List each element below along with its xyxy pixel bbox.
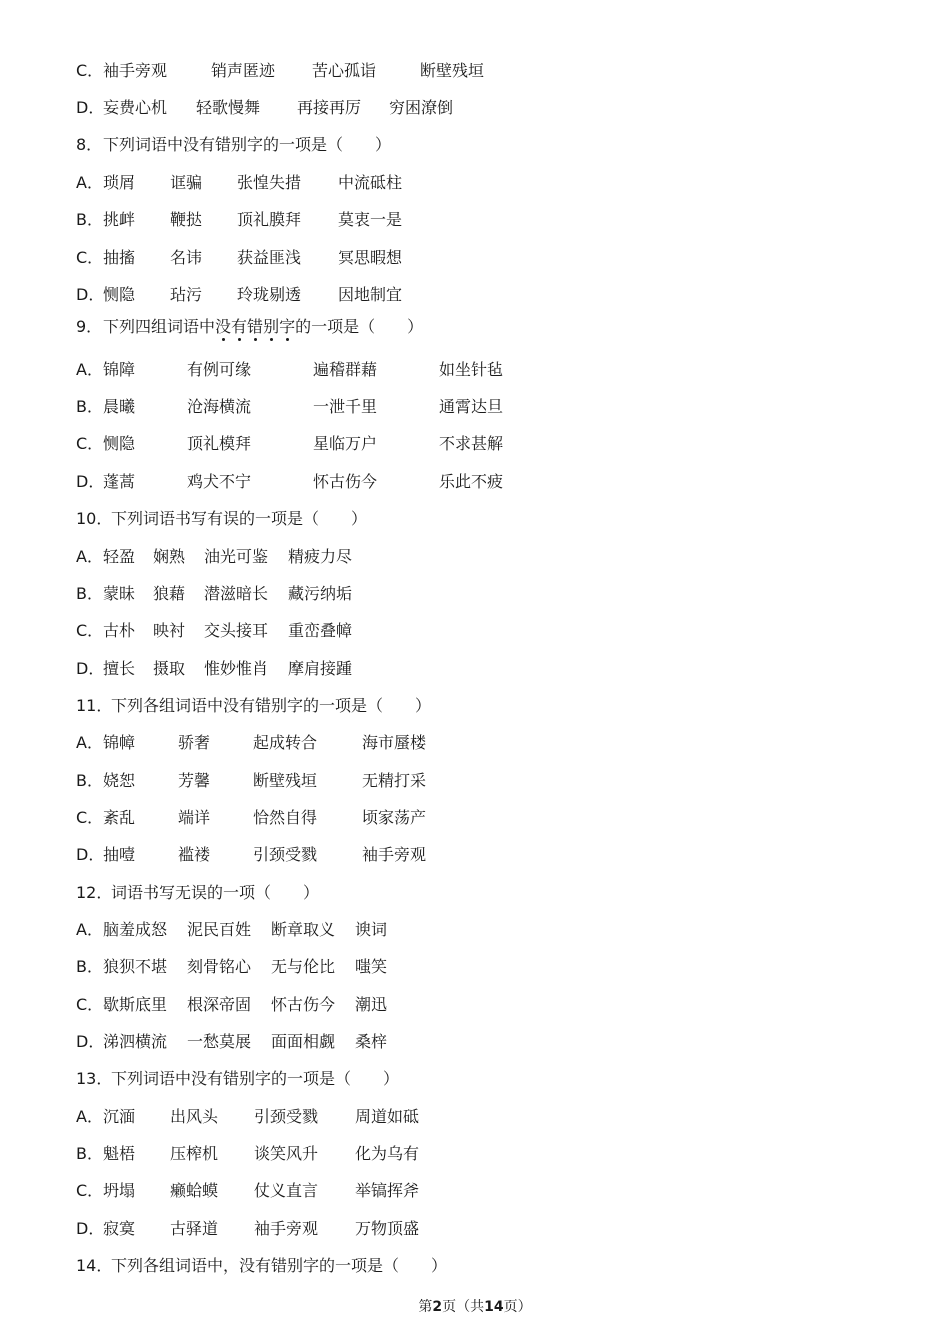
option-word: 化为乌有 bbox=[355, 1144, 420, 1163]
option-row bbox=[76, 208, 402, 232]
question-stem bbox=[76, 694, 431, 718]
option-word: 潮迅 bbox=[355, 995, 388, 1014]
option-word: 莫衷一是 bbox=[338, 210, 403, 229]
option-row bbox=[76, 619, 352, 643]
option-word: 顶礼膜拜 bbox=[237, 210, 302, 229]
option-label: A． bbox=[76, 173, 103, 192]
option-row bbox=[76, 955, 387, 979]
option-word: 不求甚解 bbox=[439, 434, 504, 453]
option-label: C． bbox=[76, 61, 104, 80]
option-row bbox=[76, 843, 426, 867]
option-word: 恻隐 bbox=[103, 285, 136, 304]
option-word: 芳馨 bbox=[178, 771, 211, 790]
option-row bbox=[76, 395, 503, 419]
option-word: 涕泗横流 bbox=[103, 1032, 168, 1051]
option-row bbox=[76, 582, 352, 606]
option-word: 顷家荡产 bbox=[362, 808, 427, 827]
option-word: 周道如砥 bbox=[355, 1107, 420, 1126]
option-word: 因地制宜 bbox=[338, 285, 403, 304]
option-word: 蒙昧 bbox=[103, 584, 136, 603]
page-footer bbox=[0, 1297, 950, 1317]
option-row bbox=[76, 993, 387, 1017]
emphasis-char: 有 bbox=[231, 317, 248, 336]
question-number: 12． bbox=[76, 883, 113, 902]
option-word: 冥思暇想 bbox=[338, 248, 403, 267]
option-word: 起成转合 bbox=[253, 733, 318, 752]
option-word: 挑衅 bbox=[103, 210, 136, 229]
question-number: 13． bbox=[76, 1069, 113, 1088]
option-word: 张惶失措 bbox=[237, 173, 302, 192]
option-row bbox=[76, 1217, 419, 1241]
option-word: 怀古伤今 bbox=[313, 472, 378, 491]
option-word: 锦幛 bbox=[103, 733, 136, 752]
option-word: 断壁残垣 bbox=[253, 771, 318, 790]
option-label: B． bbox=[76, 771, 103, 790]
option-label: B． bbox=[76, 397, 103, 416]
question-text: 下列词语书写有误的一项是（ ） bbox=[111, 509, 368, 528]
question-number: 8． bbox=[76, 135, 103, 154]
option-label: D． bbox=[76, 98, 105, 117]
option-row bbox=[76, 1142, 419, 1166]
option-label: C． bbox=[76, 621, 104, 640]
option-row bbox=[76, 1030, 387, 1054]
option-word: 恰然自得 bbox=[253, 808, 318, 827]
option-word: 无与伦比 bbox=[271, 957, 336, 976]
option-word: 一泄千里 bbox=[313, 397, 378, 416]
option-word: 轻盈 bbox=[103, 547, 136, 566]
option-word: 引颈受戮 bbox=[254, 1107, 319, 1126]
question-text: 下列词语中没有错别字的一项是（ ） bbox=[103, 135, 392, 154]
option-label: A． bbox=[76, 920, 103, 939]
option-word: 癞蛤蟆 bbox=[170, 1181, 219, 1200]
option-word: 沉湎 bbox=[103, 1107, 136, 1126]
option-label: A． bbox=[76, 547, 103, 566]
option-word: 精疲力尽 bbox=[288, 547, 353, 566]
option-word: 摄取 bbox=[153, 659, 186, 678]
option-word: 鸡犬不宁 bbox=[187, 472, 252, 491]
option-word: 抽搐 bbox=[103, 248, 136, 267]
option-word: 名讳 bbox=[170, 248, 203, 267]
option-label: D． bbox=[76, 472, 105, 491]
option-word: 摩肩接踵 bbox=[288, 659, 353, 678]
question-text: 下列各组词语中，没有错别字的一项是（ ） bbox=[111, 1256, 448, 1275]
option-label: C． bbox=[76, 1181, 104, 1200]
option-label: B． bbox=[76, 957, 103, 976]
option-word: 断壁残垣 bbox=[420, 61, 485, 80]
option-word: 轻歌慢舞 bbox=[196, 98, 261, 117]
option-word: 苦心孤诣 bbox=[312, 61, 377, 80]
option-word: 袖手旁观 bbox=[362, 845, 427, 864]
option-label: C． bbox=[76, 248, 104, 267]
option-word: 蓬蒿 bbox=[103, 472, 136, 491]
option-word: 再接再厉 bbox=[297, 98, 362, 117]
option-word: 引颈受戮 bbox=[253, 845, 318, 864]
option-label: B． bbox=[76, 210, 103, 229]
option-word: 娴熟 bbox=[153, 547, 186, 566]
option-label: D． bbox=[76, 1219, 105, 1238]
option-row bbox=[76, 59, 484, 83]
option-row bbox=[76, 246, 402, 270]
option-word: 重峦叠幛 bbox=[288, 621, 353, 640]
option-word: 顶礼模拜 bbox=[187, 434, 252, 453]
option-word: 坍塌 bbox=[103, 1181, 136, 1200]
option-label: D． bbox=[76, 285, 105, 304]
option-word: 万物顶盛 bbox=[355, 1219, 420, 1238]
option-word: 魁梧 bbox=[103, 1144, 136, 1163]
option-word: 如坐针毡 bbox=[439, 360, 504, 379]
option-label: C． bbox=[76, 434, 104, 453]
option-word: 压榨机 bbox=[170, 1144, 219, 1163]
emphasis-char: 错 bbox=[247, 317, 264, 336]
option-row bbox=[76, 470, 503, 494]
option-row bbox=[76, 1105, 419, 1129]
page-number: 2 bbox=[432, 1299, 443, 1315]
option-label: D． bbox=[76, 1032, 105, 1051]
option-row bbox=[76, 806, 426, 830]
option-word: 乐此不疲 bbox=[439, 472, 504, 491]
option-row bbox=[76, 731, 426, 755]
option-word: 袖手旁观 bbox=[254, 1219, 319, 1238]
option-word: 寂寞 bbox=[103, 1219, 136, 1238]
option-word: 油光可鉴 bbox=[204, 547, 269, 566]
option-word: 星临万户 bbox=[313, 434, 378, 453]
option-label: A． bbox=[76, 1107, 103, 1126]
option-row bbox=[76, 545, 352, 569]
option-row bbox=[76, 918, 387, 942]
option-word: 骄奢 bbox=[178, 733, 211, 752]
emphasis-char: 没 bbox=[215, 317, 232, 336]
option-word: 一愁莫展 bbox=[187, 1032, 252, 1051]
option-row bbox=[76, 1179, 419, 1203]
question-text-pre: 下列四组词语中 bbox=[103, 317, 216, 336]
option-word: 桑梓 bbox=[355, 1032, 388, 1051]
option-label: A． bbox=[76, 360, 103, 379]
option-word: 谀词 bbox=[355, 920, 388, 939]
option-word: 穷困潦倒 bbox=[389, 98, 454, 117]
option-row bbox=[76, 171, 402, 195]
option-word: 嗤笑 bbox=[355, 957, 388, 976]
option-word: 玷污 bbox=[170, 285, 203, 304]
option-word: 谈笑风升 bbox=[254, 1144, 319, 1163]
option-word: 断章取义 bbox=[271, 920, 336, 939]
option-word: 恻隐 bbox=[103, 434, 136, 453]
option-word: 无精打采 bbox=[362, 771, 427, 790]
question-stem bbox=[76, 1254, 447, 1278]
option-word: 中流砥柱 bbox=[338, 173, 403, 192]
question-number: 9． bbox=[76, 317, 103, 336]
option-label: B． bbox=[76, 1144, 103, 1163]
option-label: C． bbox=[76, 995, 104, 1014]
option-word: 遍稽群藉 bbox=[313, 360, 378, 379]
option-label: C． bbox=[76, 808, 104, 827]
option-row bbox=[76, 96, 453, 120]
question-stem bbox=[76, 507, 367, 531]
option-label: B． bbox=[76, 584, 103, 603]
option-word: 沧海横流 bbox=[187, 397, 252, 416]
option-word: 玲珑剔透 bbox=[237, 285, 302, 304]
question-stem bbox=[76, 133, 391, 157]
option-word: 古驿道 bbox=[170, 1219, 219, 1238]
question-number: 14． bbox=[76, 1256, 113, 1275]
option-row bbox=[76, 432, 503, 456]
option-word: 获益匪浅 bbox=[237, 248, 302, 267]
option-word: 妄费心机 bbox=[103, 98, 168, 117]
option-word: 面面相觑 bbox=[271, 1032, 336, 1051]
footer-post: 页） bbox=[503, 1299, 532, 1315]
option-word: 刻骨铭心 bbox=[187, 957, 252, 976]
question-stem bbox=[76, 881, 319, 905]
option-word: 交头接耳 bbox=[204, 621, 269, 640]
option-word: 锦障 bbox=[103, 360, 136, 379]
option-word: 琐屑 bbox=[103, 173, 136, 192]
option-word: 狼藉 bbox=[153, 584, 186, 603]
option-word: 端详 bbox=[178, 808, 211, 827]
option-word: 通霄达旦 bbox=[439, 397, 504, 416]
question-stem bbox=[76, 315, 423, 339]
total-pages: 14 bbox=[484, 1299, 504, 1315]
question-stem bbox=[76, 1067, 399, 1091]
option-word: 惟妙惟肖 bbox=[204, 659, 269, 678]
option-word: 紊乱 bbox=[103, 808, 136, 827]
option-word: 藏污纳垢 bbox=[288, 584, 353, 603]
option-label: D． bbox=[76, 845, 105, 864]
option-word: 出风头 bbox=[170, 1107, 219, 1126]
option-word: 袖手旁观 bbox=[103, 61, 168, 80]
option-word: 映衬 bbox=[153, 621, 186, 640]
question-text-post: 的一项是（ ） bbox=[295, 317, 424, 336]
option-label: D． bbox=[76, 659, 105, 678]
option-label: A． bbox=[76, 733, 103, 752]
option-word: 根深帝固 bbox=[187, 995, 252, 1014]
option-word: 诓骗 bbox=[170, 173, 203, 192]
question-text: 词语书写无误的一项（ ） bbox=[111, 883, 320, 902]
option-word: 潜滋暗长 bbox=[204, 584, 269, 603]
emphasis-char: 字 bbox=[279, 317, 296, 336]
option-word: 抽噎 bbox=[103, 845, 136, 864]
option-word: 古朴 bbox=[103, 621, 136, 640]
option-word: 有例可缘 bbox=[187, 360, 252, 379]
question-text: 下列词语中没有错别字的一项是（ ） bbox=[111, 1069, 400, 1088]
footer-pre: 第 bbox=[418, 1299, 433, 1315]
question-text: 下列各组词语中没有错别字的一项是（ ） bbox=[111, 696, 432, 715]
question-number: 11． bbox=[76, 696, 113, 715]
option-word: 海市蜃楼 bbox=[362, 733, 427, 752]
emphasis-char: 别 bbox=[263, 317, 280, 336]
option-word: 举镐挥斧 bbox=[355, 1181, 420, 1200]
option-row bbox=[76, 657, 352, 681]
option-word: 泥民百姓 bbox=[187, 920, 252, 939]
option-row bbox=[76, 769, 426, 793]
question-number: 10． bbox=[76, 509, 113, 528]
option-word: 娆恕 bbox=[103, 771, 136, 790]
option-word: 销声匿迹 bbox=[211, 61, 276, 80]
option-word: 褴褛 bbox=[178, 845, 211, 864]
option-word: 晨曦 bbox=[103, 397, 136, 416]
option-word: 仗义直言 bbox=[254, 1181, 319, 1200]
option-word: 怀古伤今 bbox=[271, 995, 336, 1014]
option-row bbox=[76, 283, 402, 307]
emphasis-dotted-text bbox=[215, 317, 295, 336]
option-row bbox=[76, 358, 503, 382]
option-word: 狼狈不堪 bbox=[103, 957, 168, 976]
option-word: 鞭挞 bbox=[170, 210, 203, 229]
option-word: 擅长 bbox=[103, 659, 136, 678]
option-word: 脑羞成怒 bbox=[103, 920, 168, 939]
footer-mid: 页（共 bbox=[442, 1299, 485, 1315]
option-word: 歇斯底里 bbox=[103, 995, 168, 1014]
